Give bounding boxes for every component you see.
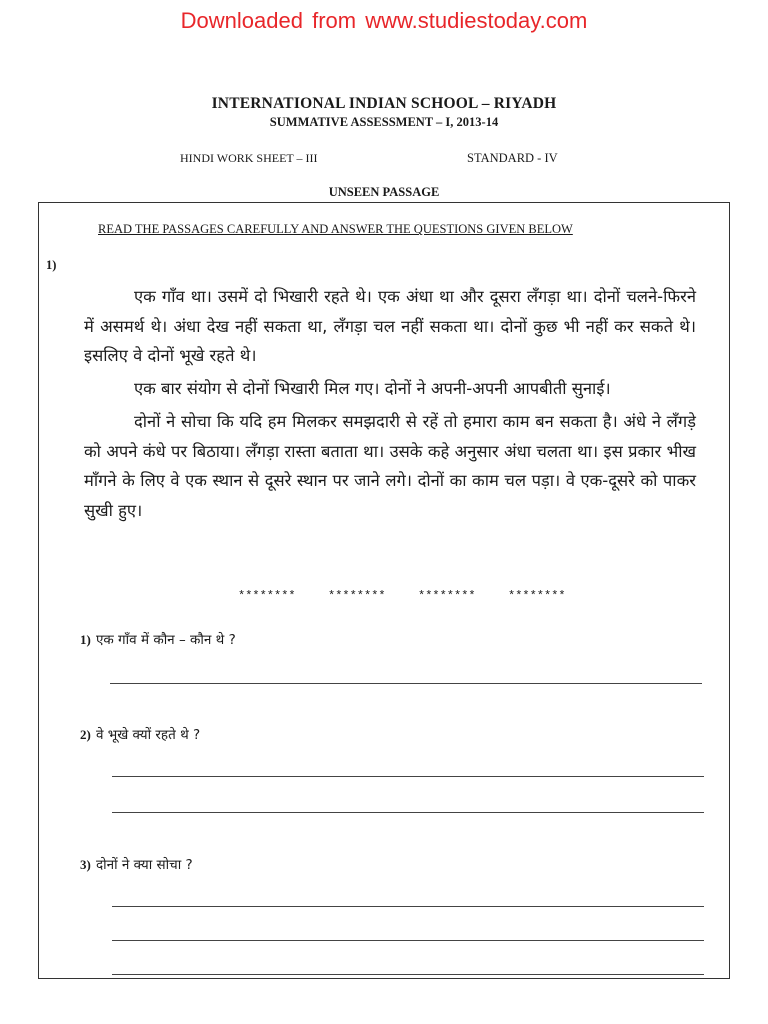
answer-line[interactable] bbox=[112, 940, 704, 941]
answer-line[interactable] bbox=[112, 974, 704, 975]
assessment-title: SUMMATIVE ASSESSMENT – I, 2013-14 bbox=[269, 115, 499, 129]
question-text: एक गाँव में कौन – कौन थे ? bbox=[95, 632, 236, 648]
download-banner: Downloaded from www.studiestoday.com bbox=[180, 8, 588, 33]
passage-paragraph: एक बार संयोग से दोनों भिखारी मिल गए। दोनों ने अपनी-अपनी आपबीती सुनाई। bbox=[134, 378, 611, 398]
question-text: वे भूखे क्यों रहते थे ? bbox=[95, 727, 201, 743]
answer-line[interactable] bbox=[112, 776, 704, 777]
section-number: 1) bbox=[46, 258, 57, 272]
standard-label: STANDARD - IV bbox=[467, 151, 558, 165]
separator-stars: ******** bbox=[508, 589, 566, 603]
answer-line[interactable] bbox=[112, 812, 704, 813]
worksheet-label: HINDI WORK SHEET – III bbox=[180, 151, 318, 165]
question-1 bbox=[80, 629, 236, 648]
question-number: 3) bbox=[80, 857, 91, 872]
passage-paragraph: दोनों ने सोचा कि यदि हम मिलकर समझदारी से रहें तो हमारा काम बन सकता है। अंधे ने लँगड़े को अपने कंधे पर बिठाया। लँगड़ा रास्ता बताता था। उसके कहे अनुसार अंधा चलता था। इस प्रकार भीख माँगने के लिए वे एक स्थान से दूसरे स्थान पर जाने लगे। दोनों का काम चल पड़ा। वे एक-दूसरे को पाकर सुखी हुए। bbox=[84, 412, 696, 520]
question-2 bbox=[80, 724, 200, 743]
separator-stars: ******** bbox=[418, 589, 476, 603]
instruction-text: READ THE PASSAGES CAREFULLY AND ANSWER THE QUESTIONS GIVEN BELOW bbox=[98, 222, 573, 236]
answer-line[interactable] bbox=[112, 906, 704, 907]
passage-body bbox=[84, 282, 696, 525]
school-name: INTERNATIONAL INDIAN SCHOOL – RIYADH bbox=[211, 95, 557, 112]
question-number: 1) bbox=[80, 632, 91, 647]
separator-stars: ******** bbox=[328, 589, 386, 603]
separator-stars: ******** bbox=[238, 589, 296, 603]
answer-line[interactable] bbox=[110, 683, 702, 684]
passage-paragraph: एक गाँव था। उसमें दो भिखारी रहते थे। एक अंधा था और दूसरा लँगड़ा था। दोनों चलने-फिरने में असमर्थ थे। अंधा देख नहीं सकता था, लँगड़ा चल नहीं सकता था। दोनों कुछ भी नहीं कर सकते थे। इसलिए वे दोनों भूखे रहते थे। bbox=[84, 287, 696, 365]
question-text: दोनों ने क्या सोचा ? bbox=[95, 857, 193, 873]
question-number: 2) bbox=[80, 727, 91, 742]
question-3 bbox=[80, 854, 193, 873]
section-title: UNSEEN PASSAGE bbox=[328, 185, 440, 199]
